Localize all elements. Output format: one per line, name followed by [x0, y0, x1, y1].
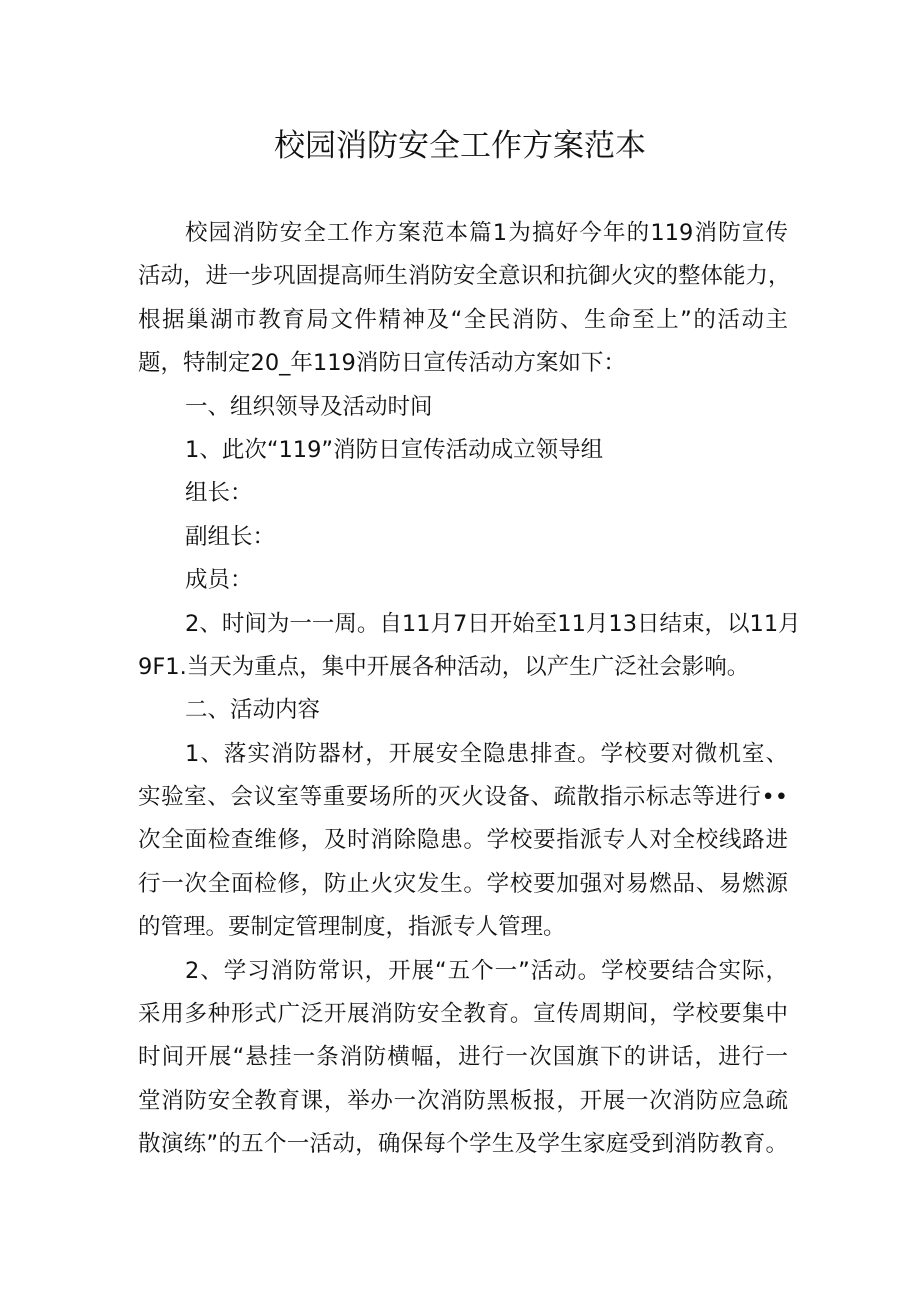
field-label-deputy-leader: 副组长：	[185, 523, 276, 550]
paragraph-line: 2、时间为一一周。自11月7日开始至11月13日结束，以11月	[185, 610, 801, 637]
paragraph-line: 题，特制定20_年119消防日宣传活动方案如下：	[138, 350, 626, 377]
paragraph-line: 行一次全面检修，防止火灾发生。学校要加强对易燃品、易燃源	[138, 870, 788, 897]
paragraph-line: 散演练”的五个一活动，确保每个学生及学生家庭受到消防教育。	[138, 1131, 788, 1158]
paragraph-line: 采用多种形式广泛开展消防安全教育。宣传周期间，学校要集中	[138, 1001, 788, 1028]
paragraph-line: 时间开展“悬挂一条消防横幅，进行一次国旗下的讲话，进行一	[138, 1044, 788, 1071]
field-label-leader: 组长：	[185, 480, 253, 507]
paragraph-line: 的管理。要制定管理制度，指派专人管理。	[138, 914, 566, 941]
section-heading: 一、组织领导及活动时间	[185, 393, 433, 420]
paragraph-line: 9F1.当天为重点，集中开展各种活动，以产生广泛社会影响。	[138, 653, 750, 680]
document-title: 校园消防安全工作方案范本	[274, 128, 646, 164]
document-body	[138, 212, 801, 1167]
field-label-members: 成员：	[185, 567, 253, 594]
paragraph-line: 次全面检查维修，及时消除隐患。学校要指派专人对全校线路进	[138, 827, 788, 854]
paragraph-line: 堂消防安全教育课，举办一次消防黑板报，开展一次消防应急疏	[138, 1087, 788, 1114]
paragraph-line: 根据巢湖市教育局文件精神及“全民消防、生命至上”的活动主	[138, 306, 788, 333]
paragraph-line: 1、落实消防器材，开展安全隐患排查。学校要对微机室、	[185, 740, 788, 767]
paragraph-line: 实验室、会议室等重要场所的灭火设备、疏散指示标志等进行••	[138, 784, 788, 811]
paragraph-line: 2、学习消防常识，开展“五个一”活动。学校要结合实际，	[185, 957, 788, 984]
paragraph-line: 1、此次“119”消防日宣传活动成立领导组	[185, 436, 604, 463]
paragraph-line: 活动，进一步巩固提高师生消防安全意识和抗御火灾的整体能力，	[138, 263, 791, 290]
section-heading: 二、活动内容	[185, 697, 321, 724]
paragraph-line: 校园消防安全工作方案范本篇1为搞好今年的119消防宣传	[185, 220, 788, 246]
